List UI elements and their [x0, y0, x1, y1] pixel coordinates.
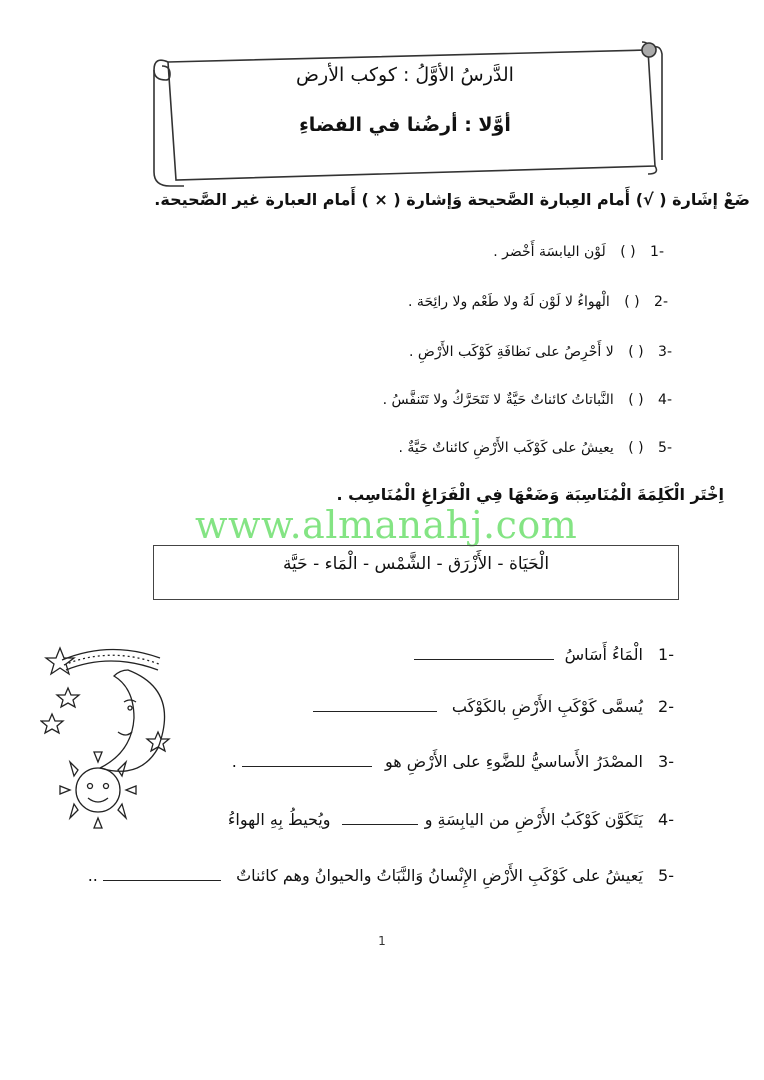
list-item — [228, 810, 674, 829]
section-title: أوَّلا : أرضُنا في الفضاءِ — [299, 114, 511, 136]
statement-text: يعيشُ على كَوْكَب الأَرْضِ كائناتٌ حَيَّةٌ . — [398, 440, 614, 456]
statement-text: لَوْن اليابسَة أَخْضر . — [493, 244, 606, 260]
statement-text: النَّباتاتُ كائناتٌ حَيَّةٌ لا تَتَحَرَّكُ ولا تَتَنفَّسُ . — [382, 392, 614, 408]
list-item — [493, 244, 664, 260]
list-item — [313, 697, 674, 716]
sentence-end: ويُحيطُ بِهِ الهواءُ — [227, 810, 331, 829]
answer-blank[interactable] — [414, 645, 554, 660]
item-number: -2 — [654, 294, 668, 310]
answer-box[interactable]: ( ) — [628, 344, 644, 360]
sentence-text: المصْدَرُ الأَساسيُّ للضَّوءِ على الأَرْضِ هو — [384, 752, 643, 771]
sun-moon-stars-icon — [40, 640, 180, 830]
list-item — [414, 645, 674, 664]
answer-blank[interactable] — [103, 866, 221, 881]
answer-blank[interactable] — [313, 697, 437, 712]
list-item — [409, 344, 672, 360]
list-item — [383, 392, 672, 408]
word-bank: الْحَيَاة - الأَزْرَق - الشَّمْس - الْمَاء - حَيَّة — [282, 554, 550, 574]
item-number: -4 — [658, 392, 672, 408]
statement-text: لا أَحْرِصُ على نَظافَةِ كَوْكَب الأَرْضِ . — [409, 344, 614, 360]
statement-text: الْهواءُ لا لَوْن لَهُ ولا طَعْم ولا رائِحَة . — [408, 294, 610, 310]
answer-box[interactable]: ( ) — [628, 392, 644, 408]
list-item — [88, 866, 674, 885]
sentence-text: يُسمَّى كَوْكَبِ الأَرْضِ بالكَوْكَب — [451, 697, 643, 716]
lesson-title: الدَّرسُ الأوَّلُ : كوكب الأرض — [296, 64, 514, 86]
item-number: -1 — [658, 645, 674, 664]
list-item — [408, 294, 668, 310]
sentence-text: الْمَاءُ أَسَاسُ — [564, 645, 643, 664]
page-number: 1 — [378, 934, 386, 948]
list-item — [398, 440, 672, 456]
sentence-end: .. — [87, 866, 98, 885]
item-number: -5 — [658, 866, 674, 885]
sentence-text: يَتَكَوَّن كَوْكَبُ الأَرْضِ من اليابِسَةِ و — [424, 810, 643, 829]
answer-box[interactable]: ( ) — [620, 244, 636, 260]
answer-blank[interactable] — [242, 752, 372, 767]
item-number: -4 — [658, 810, 674, 829]
list-item — [232, 752, 674, 771]
sentence-end: . — [231, 752, 237, 771]
item-number: -3 — [658, 344, 672, 360]
item-number: -3 — [658, 752, 674, 771]
true-false-instruction: ضَعْ إشَارة ( √) أَمام العِبارة الصَّحيحة وَإشارة ( × ) أَمام العبارة غير الصَّحيحة. — [154, 190, 750, 209]
item-number: -2 — [658, 697, 674, 716]
item-number: -5 — [658, 440, 672, 456]
answer-box[interactable]: ( ) — [624, 294, 640, 310]
watermark: www.almanahj.com — [195, 503, 578, 547]
sentence-text: يَعيشُ على كَوْكَبِ الأَرْضِ الإِنْسانُ وَالنَّبَاتُ والحيوانُ وهم كائناتٌ — [236, 866, 643, 885]
answer-blank[interactable] — [342, 810, 418, 825]
fill-blank-instruction: اِخْتَر الْكَلِمَةَ الْمُنَاسِبَة وَضَعْهَا فِي الْفَرَاغِ الْمُنَاسِب . — [336, 485, 724, 504]
item-number: -1 — [650, 244, 664, 260]
answer-box[interactable]: ( ) — [628, 440, 644, 456]
